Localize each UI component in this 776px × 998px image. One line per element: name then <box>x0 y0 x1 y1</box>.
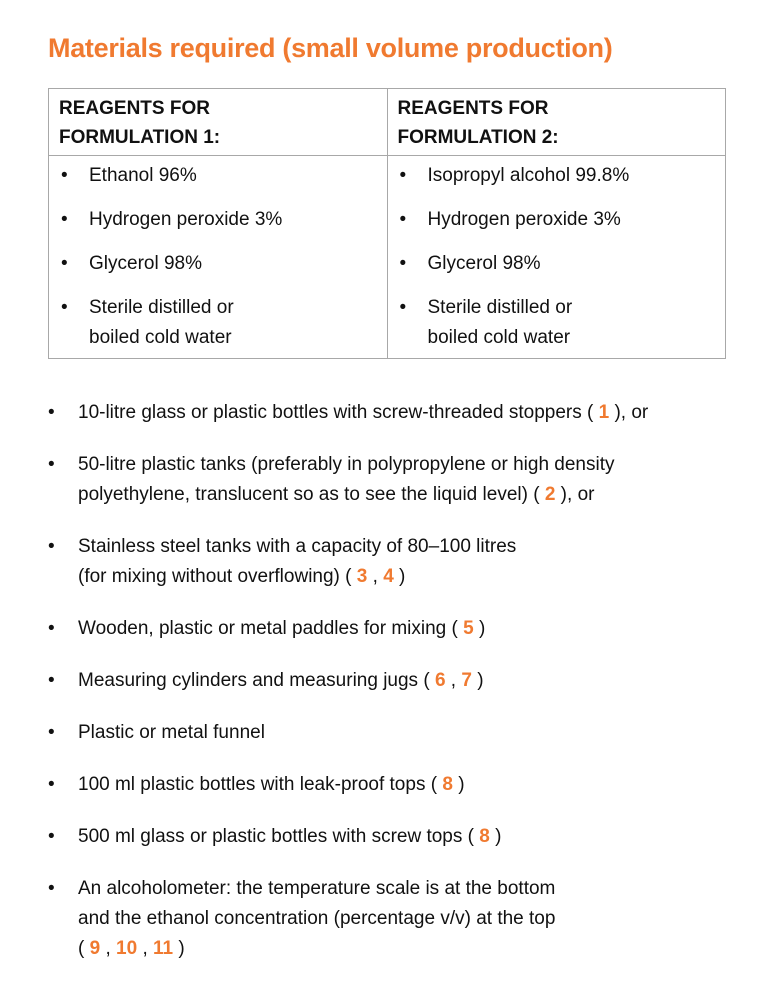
reagents-formulation-2 <box>387 156 726 359</box>
bullet-icon: • <box>48 878 55 899</box>
figure-ref: 7 <box>461 670 472 691</box>
bullet-icon: • <box>399 253 407 274</box>
list-item: • An alcoholometer: the temperature scale is at the bottom and the ethanol concentration (percentage v/v) at the top ( 9 , 10 , 11 ) <box>48 874 748 964</box>
figure-ref: 8 <box>479 826 490 847</box>
list-item: • Glycerol 98% <box>59 249 377 279</box>
list-item: • 10-litre glass or plastic bottles with screw-threaded stoppers ( 1 ), or <box>48 398 748 428</box>
figure-ref: 4 <box>383 566 394 587</box>
header-formulation-1: REAGENTS FOR FORMULATION 1: <box>49 89 388 156</box>
figure-ref: 6 <box>434 670 446 691</box>
bullet-icon: • <box>48 826 55 847</box>
figure-ref: 3 <box>356 566 368 587</box>
reagents-table <box>48 88 726 359</box>
bullet-icon: • <box>399 297 407 318</box>
figure-ref: 2 <box>544 484 556 505</box>
bullet-icon: • <box>48 536 55 557</box>
list-item: • Isopropyl alcohol 99.8% <box>398 161 716 191</box>
bullet-icon: • <box>399 209 407 230</box>
list-item: • Sterile distilled or boiled cold water <box>398 293 716 353</box>
figure-ref: 1 <box>598 402 610 423</box>
figure-ref: 5 <box>463 618 474 639</box>
list-item: • Hydrogen peroxide 3% <box>59 205 377 235</box>
list-item: • Ethanol 96% <box>59 161 377 191</box>
list-item: • 50-litre plastic tanks (preferably in polypropylene or high density polyethylene, translucent so as to see the liquid level) ( 2 ), or <box>48 450 748 510</box>
bullet-icon: • <box>48 774 55 795</box>
list-item: • 100 ml plastic bottles with leak-proof tops ( 8 ) <box>48 770 748 800</box>
bullet-icon: • <box>61 209 68 230</box>
reagent-list-2 <box>398 161 716 353</box>
page-title: Materials required (small volume production) <box>48 33 613 63</box>
reagents-formulation-1 <box>49 156 388 359</box>
bullet-icon: • <box>48 722 55 743</box>
bullet-icon: • <box>61 253 68 274</box>
bullet-icon: • <box>48 618 55 639</box>
figure-ref: 11 <box>153 938 174 959</box>
list-item: • Hydrogen peroxide 3% <box>398 205 716 235</box>
header-formulation-2: REAGENTS FOR FORMULATION 2: <box>387 89 726 156</box>
figure-ref: 9 <box>89 938 101 959</box>
reagent-list-1 <box>59 161 377 353</box>
list-item: • Glycerol 98% <box>398 249 716 279</box>
figure-ref: 10 <box>116 938 138 959</box>
list-item: • Measuring cylinders and measuring jugs ( 6 , 7 ) <box>48 666 748 696</box>
figure-ref: 8 <box>442 774 453 795</box>
list-item: • Plastic or metal funnel <box>48 718 748 748</box>
materials-list <box>48 398 748 986</box>
list-item: • Stainless steel tanks with a capacity of 80–100 litres (for mixing without overflowing) ( 3 , 4 ) <box>48 532 748 592</box>
bullet-icon: • <box>48 402 55 423</box>
table-row <box>49 156 726 359</box>
list-item: • Wooden, plastic or metal paddles for mixing ( 5 ) <box>48 614 748 644</box>
bullet-icon: • <box>61 297 68 318</box>
bullet-icon: • <box>399 165 407 186</box>
bullet-icon: • <box>61 165 68 186</box>
bullet-icon: • <box>48 454 55 475</box>
list-item: • 500 ml glass or plastic bottles with screw tops ( 8 ) <box>48 822 748 852</box>
table-header-row <box>49 89 726 156</box>
bullet-icon: • <box>48 670 55 691</box>
list-item: • Sterile distilled or boiled cold water <box>59 293 377 353</box>
